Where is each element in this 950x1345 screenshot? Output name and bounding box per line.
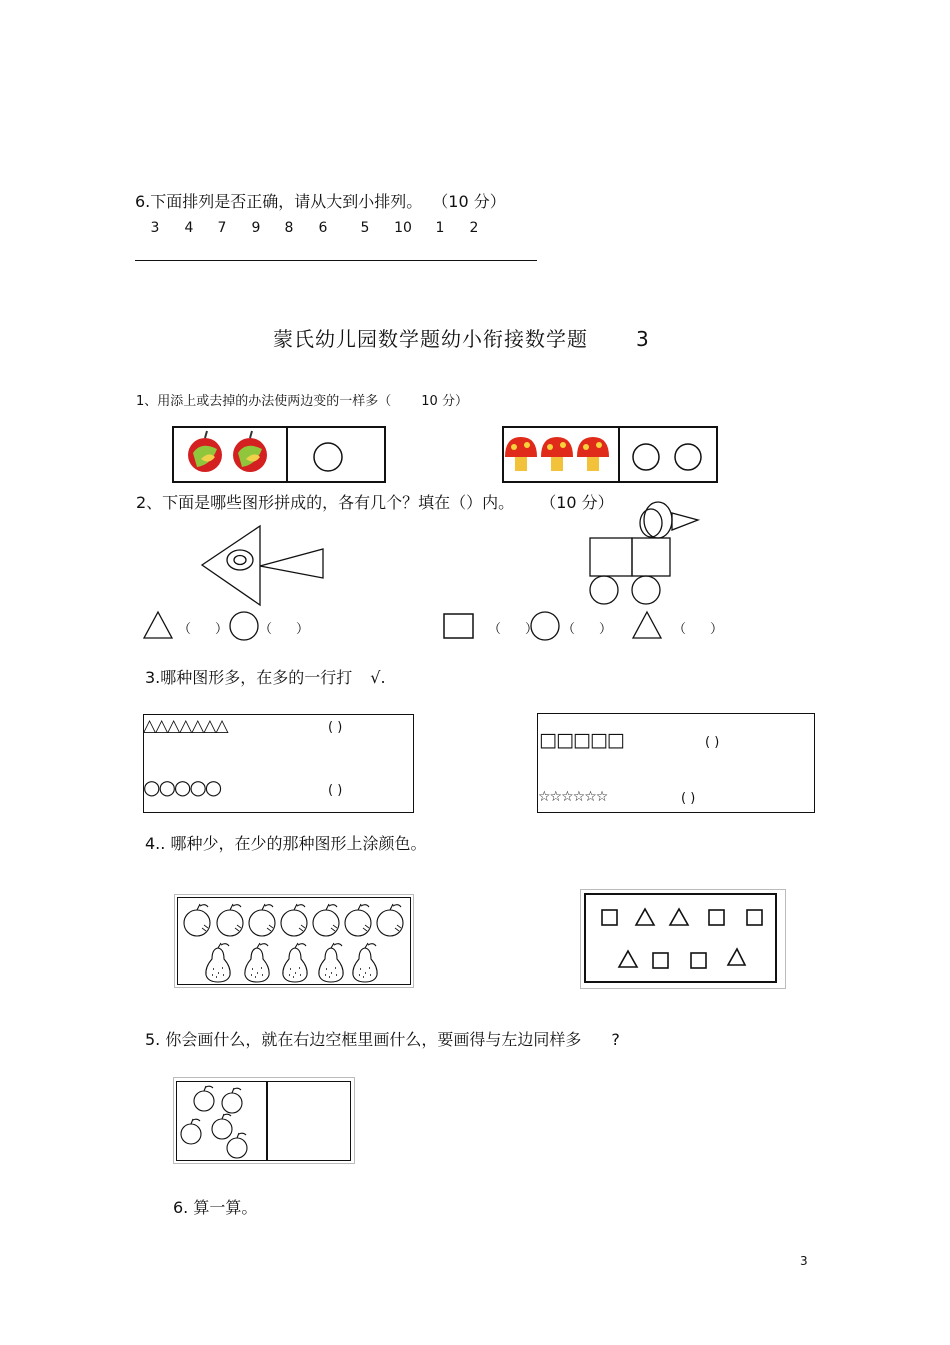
answer-paren[interactable]: ( ) <box>328 720 343 735</box>
answer-paren[interactable]: （ ） <box>259 622 310 637</box>
apple-icon <box>222 1088 242 1113</box>
answer-paren[interactable]: （ ） <box>488 622 539 637</box>
page-number: 3 <box>800 1254 808 1268</box>
apple-icon <box>212 1114 232 1139</box>
seq-number: 6 <box>318 220 328 236</box>
answer-paren[interactable]: （ ） <box>562 622 613 637</box>
q5-heading: 5. 你会画什么，就在右边空框里画什么，要画得与左边同样多 ? <box>145 1030 620 1049</box>
seq-number: 7 <box>217 220 227 236</box>
q6-top-heading: 6.下面排列是否正确，请从大到小排列。 （10 分） <box>135 192 506 211</box>
seq-number: 8 <box>284 220 294 236</box>
seq-number: 10 <box>394 220 412 236</box>
q4-heading: 4.. 哪种少，在少的那种图形上涂颜色。 <box>145 834 427 853</box>
answer-paren[interactable]: ( ) <box>681 791 696 806</box>
square-row: □□□□□ <box>539 729 624 751</box>
apple-icon <box>194 1086 214 1111</box>
triangle-row: △△△△△△△ <box>143 716 228 736</box>
q2-heading: 2、下面是哪些图形拼成的，各有几个？填在（）内。 （10 分） <box>136 493 614 512</box>
answer-paren[interactable]: ( ) <box>328 783 343 798</box>
page-title: 蒙氏幼儿园数学题幼小衔接数学题 3 <box>273 327 650 351</box>
apple-icon <box>227 1133 247 1158</box>
answer-paren[interactable]: （ ） <box>178 622 229 637</box>
star-row: ☆☆☆☆☆☆ <box>538 789 608 805</box>
apple-icon <box>181 1119 201 1144</box>
circle-row: ○○○○○ <box>143 775 221 799</box>
answer-paren[interactable]: （ ） <box>673 622 724 637</box>
answer-paren[interactable]: ( ) <box>705 735 720 750</box>
q3-heading: 3.哪种图形多，在多的一行打 √. <box>145 668 386 687</box>
seq-number: 9 <box>251 220 261 236</box>
seq-number: 4 <box>184 220 194 236</box>
seq-number: 5 <box>360 220 370 236</box>
seq-number: 1 <box>435 220 445 236</box>
q6-heading: 6. 算一算。 <box>173 1198 258 1217</box>
q1-heading: 1、用添上或去掉的办法使两边变的一样多（ 10 分） <box>136 394 468 409</box>
seq-number: 3 <box>150 220 160 236</box>
seq-number: 2 <box>469 220 479 236</box>
